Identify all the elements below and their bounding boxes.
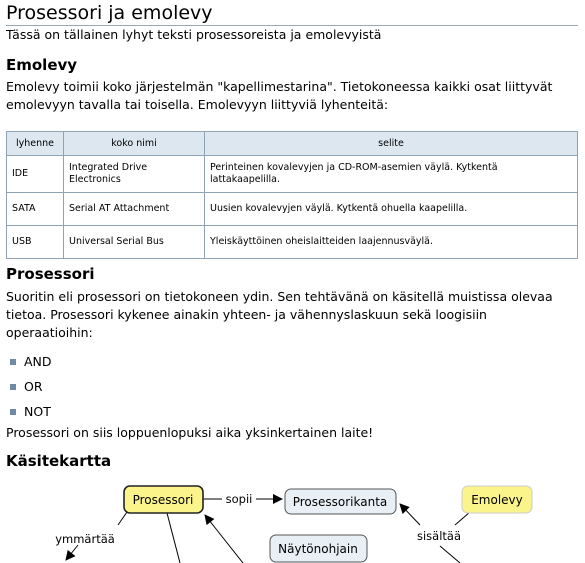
table-row [7, 193, 578, 226]
column-header-abbr: lyhenne [7, 132, 64, 156]
desc-cell [205, 156, 578, 193]
emolevy-heading: Emolevy [6, 56, 78, 74]
name-line: Integrated Drive [69, 162, 148, 173]
prosessori-conclusion: Prosessori on siis loppuenlopuksi aika yksinkertainen laite! [6, 425, 374, 440]
column-header-name: koko nimi [64, 132, 205, 156]
desc-line: Perinteinen kovalevyjen ja CD-ROM-asemien väylä. Kytkentä [210, 162, 498, 173]
abbr-cell: IDE [7, 156, 64, 193]
connector-line [440, 546, 460, 563]
node-label: Prosessori [132, 493, 194, 507]
column-header-desc: selite [205, 132, 578, 156]
name-cell: Serial AT Attachment [64, 193, 205, 226]
connector-arrow [66, 545, 78, 560]
abbr-cell: SATA [7, 193, 64, 226]
prosessori-line-2: tietoa. Prosessori kykenee ainakin yhteen- ja vähennyslaskuun sekä loogisiin [6, 307, 487, 322]
concept-map [0, 470, 585, 563]
page-title: Prosessori ja emolevy [6, 1, 578, 26]
node-label: Näytönohjain [278, 542, 358, 556]
name-cell: Universal Serial Bus [64, 226, 205, 259]
prosessori-heading: Prosessori [6, 265, 95, 283]
connector-line [118, 512, 127, 525]
list-item [10, 399, 52, 424]
prosessori-line-3: operaatioihin: [6, 325, 93, 340]
bullet-icon [10, 409, 16, 415]
table-row [7, 156, 578, 193]
node-prosessori [124, 486, 203, 513]
desc-cell: Uusien kovalevyjen väylä. Kytkentä ohuella kaapelilla. [205, 193, 578, 226]
bullet-icon [10, 359, 16, 365]
node-prosessorikanta [285, 489, 396, 514]
kasitekartta-heading: Käsitekartta [6, 452, 112, 470]
node-label: Emolevy [471, 493, 523, 507]
connector-arrow [400, 504, 420, 525]
link-label-sopii: sopii [225, 492, 253, 506]
list-item-label: OR [24, 379, 43, 394]
list-item-label: AND [24, 354, 52, 369]
node-label: Prosessorikanta [292, 495, 388, 509]
node-emolevy [462, 486, 532, 513]
operations-list [10, 349, 52, 424]
emolevy-paragraph-line-1: Emolevy toimii koko järjestelmän "kapellimestarina". Tietokoneessa kaikki osat liittyvät [6, 79, 553, 94]
table-row [7, 226, 578, 259]
abbreviation-table [6, 131, 578, 259]
connector-line [167, 513, 180, 563]
name-line: Electronics [69, 174, 121, 185]
intro-text: Tässä on tällainen lyhyt teksti prosessoreista ja emolevyistä [6, 27, 382, 42]
abbr-cell: USB [7, 226, 64, 259]
list-item [10, 374, 52, 399]
link-label-sisaltaa: sisältää [416, 529, 462, 543]
node-naytonohjain [270, 535, 367, 562]
prosessori-line-1: Suoritin eli prosessori on tietokoneen ydin. Sen tehtävänä on käsitellä muistissa olevaa [6, 289, 553, 304]
list-item-label: NOT [24, 404, 51, 419]
connector-arrow [205, 515, 243, 563]
connector-line [455, 512, 470, 525]
table-header-row [7, 132, 578, 156]
bullet-icon [10, 384, 16, 390]
link-label-ymmartaa: ymmärtää [55, 532, 115, 546]
desc-line: lattakaapelilla. [210, 174, 280, 185]
name-cell [64, 156, 205, 193]
list-item [10, 349, 52, 374]
emolevy-paragraph-line-2: emolevyyn tavalla tai toisella. Emolevyyn liittyviä lyhenteitä: [6, 97, 389, 112]
desc-cell: Yleiskäyttöinen oheislaitteiden laajennusväylä. [205, 226, 578, 259]
